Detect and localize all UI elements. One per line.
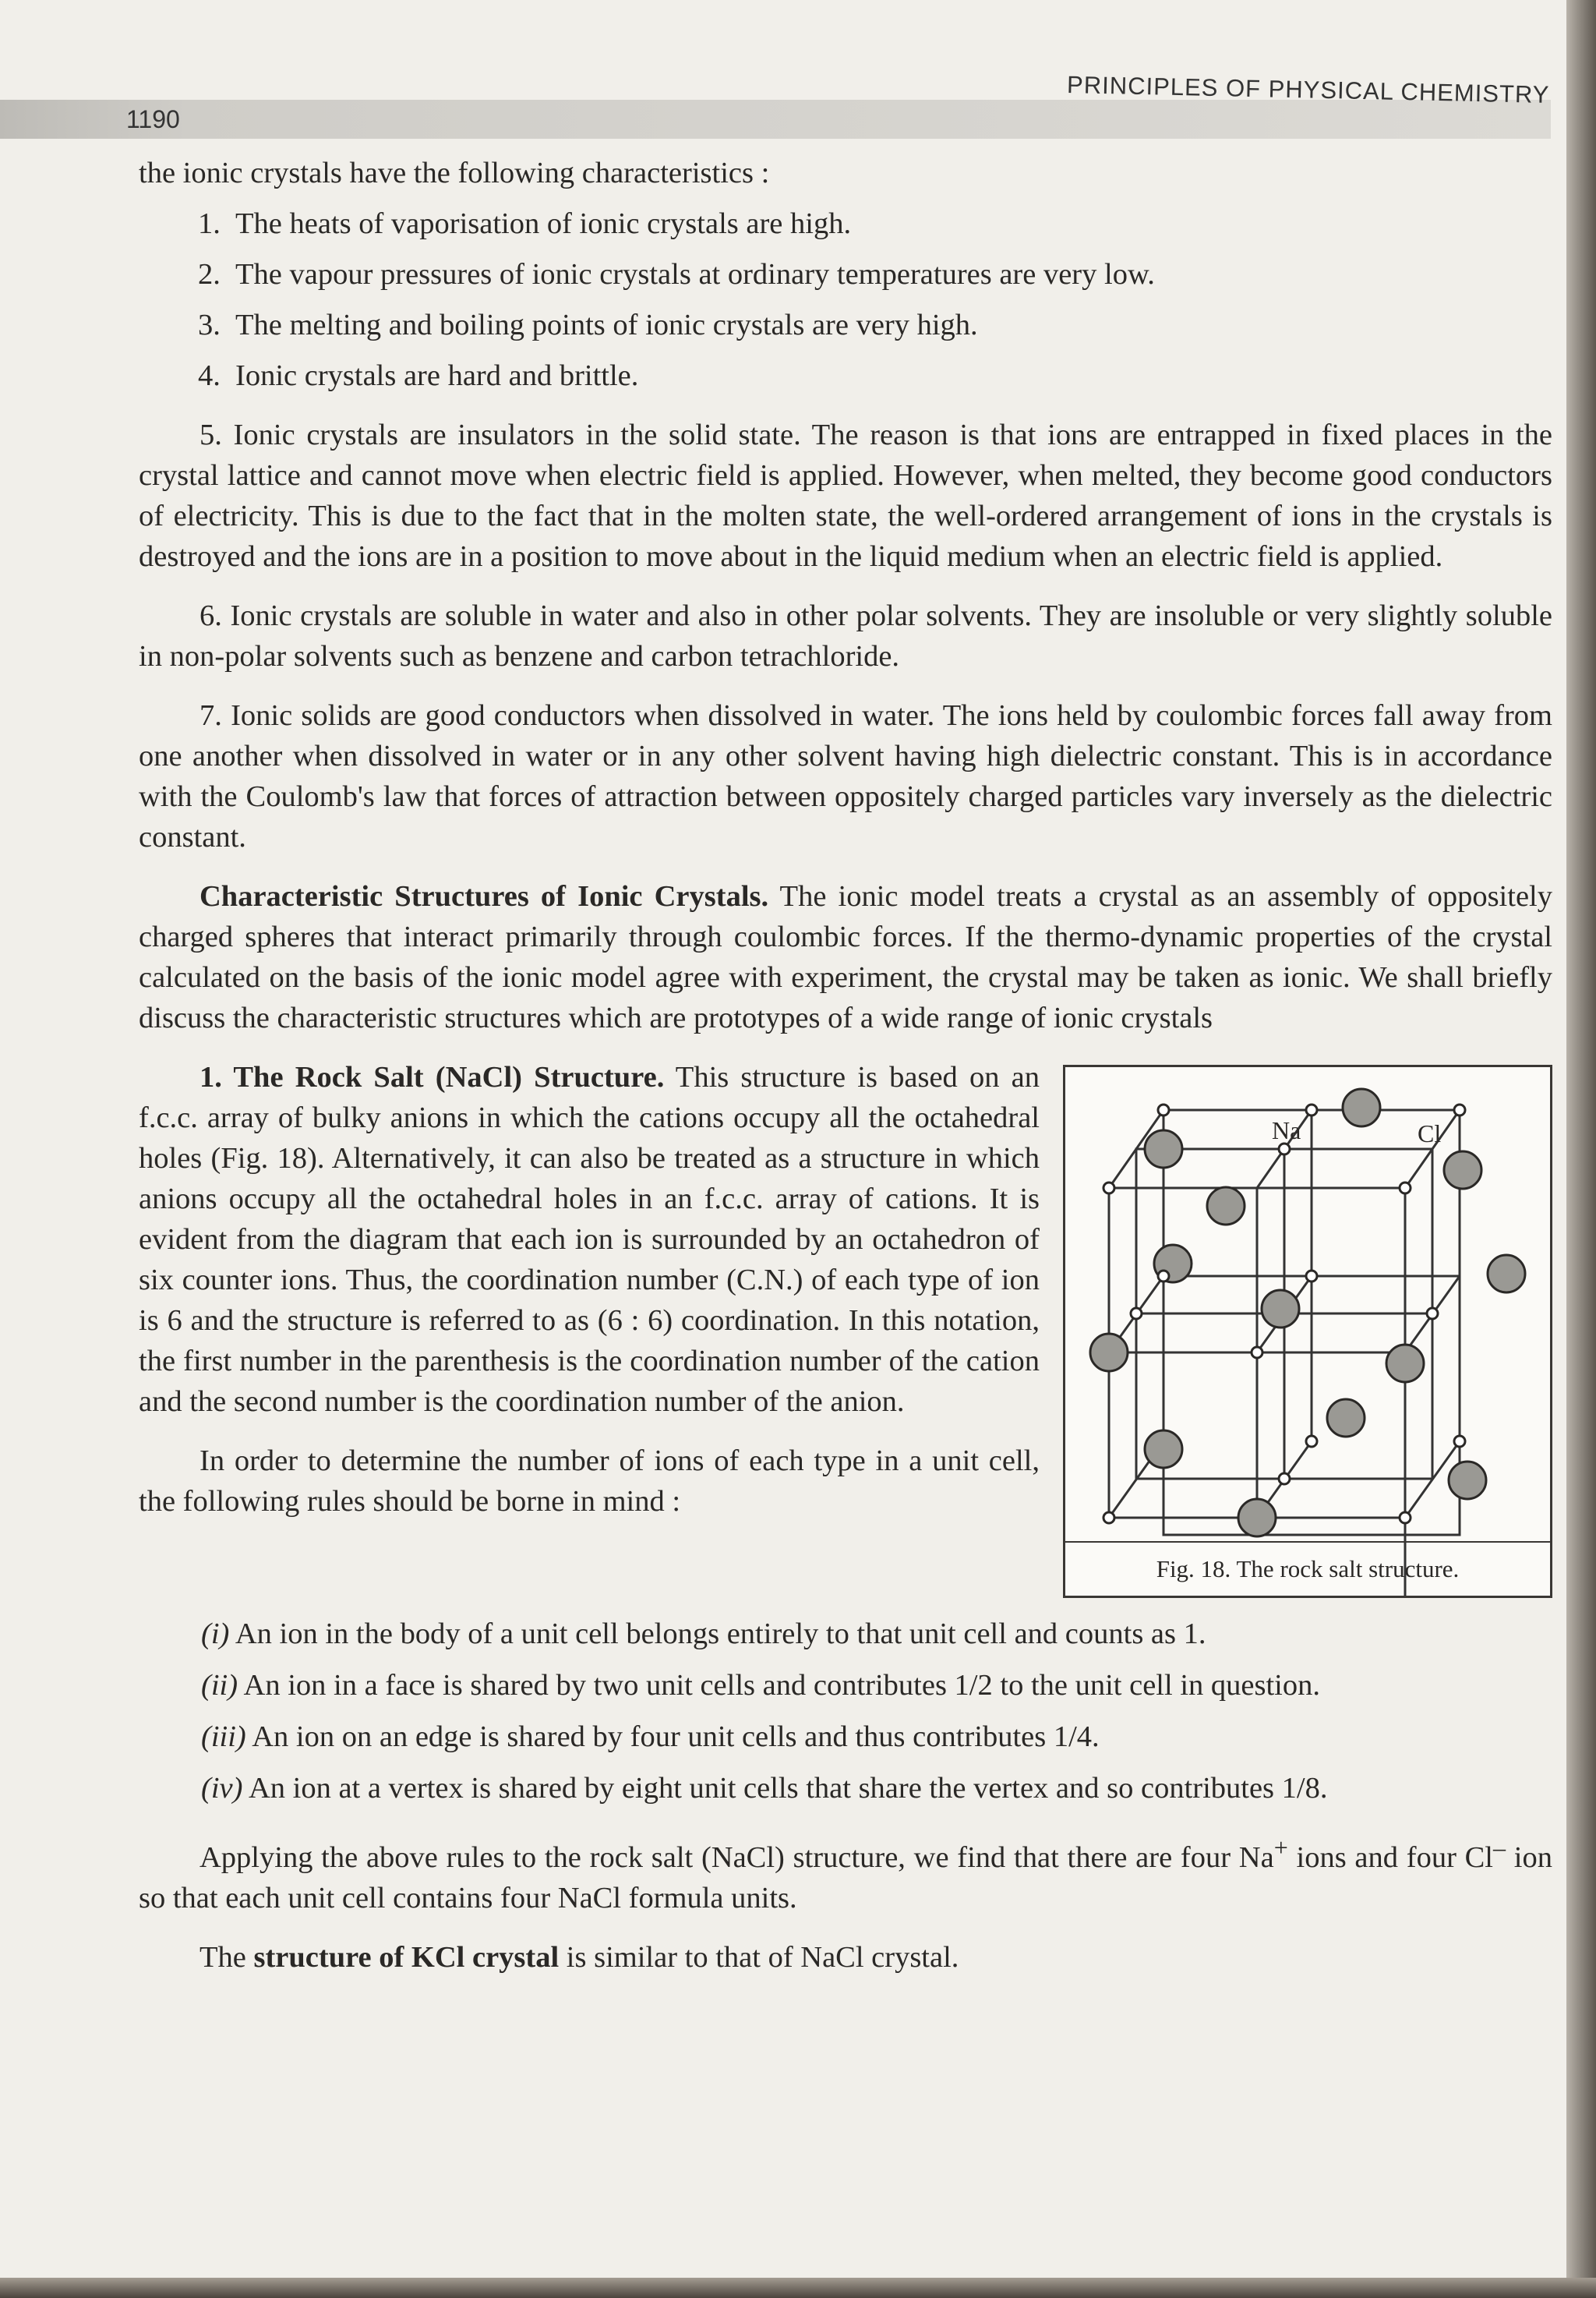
- structures-text: The ionic model treats a crystal as an assembly of oppositely charged spheres that interact primarily through coulombic forces. If the thermo-dynamic properties of the crystal calculated on the basis of the ionic model agree with experiment, the crystal may be taken as ionic. We shall briefly discuss the characteristic structures which are prototypes of a wide range of ionic crystals: [139, 880, 1552, 1034]
- applying-text-2: ions and four Cl: [1287, 1840, 1494, 1874]
- kcl-paragraph: [139, 1937, 1552, 1978]
- chloride-ion: [1444, 1151, 1481, 1189]
- chloride-ion: [1090, 1334, 1128, 1371]
- rock-salt-figure: [1063, 1065, 1552, 1598]
- label-cl: Cl: [1418, 1119, 1442, 1147]
- sodium-ion: [1103, 1183, 1114, 1193]
- item-number: 3.: [198, 309, 221, 341]
- item-number: 1.: [198, 207, 221, 240]
- rock-salt-section: [139, 1057, 1552, 1582]
- sodium-ion: [1279, 1473, 1290, 1484]
- kcl-text-1: The: [200, 1940, 254, 1974]
- superscript-minus: –: [1493, 1833, 1506, 1861]
- sodium-ion: [1131, 1308, 1142, 1319]
- rule-number: (i): [201, 1617, 230, 1650]
- list-item: [139, 305, 1552, 345]
- list-item: [139, 254, 1552, 295]
- applying-text-3: ion so that each unit cell contains four NaCl formula units.: [139, 1840, 1552, 1914]
- chloride-ion: [1449, 1462, 1486, 1499]
- rule-text: An ion at a vertex is shared by eight unit cells that share the vertex and so contributes 1/8.: [242, 1772, 1328, 1805]
- paragraph-5: 5. Ionic crystals are insulators in the solid state. The reason is that ions are entrapped in fixed places in the crystal lattice and cannot move when electric field is applied. However, when melted, they become good conductors of electricity. This is due to the fact that in the molten state, the well-ordered arrangement of ions in the crystals is destroyed and the ions are in a position to move about in the liquid medium when an electric field is applied.: [139, 419, 1552, 573]
- chloride-ion: [1145, 1130, 1182, 1168]
- label-na: Na: [1272, 1116, 1301, 1144]
- sodium-ion: [1454, 1436, 1465, 1447]
- item-text: The heats of vaporisation of ionic crystals are high.: [235, 207, 852, 240]
- counting-rules-list: [139, 1614, 1552, 1808]
- rule-item: [139, 1665, 1552, 1706]
- book-spine: [1566, 0, 1596, 2298]
- rock-salt-diagram: [1065, 1067, 1550, 1596]
- chloride-ion: [1488, 1255, 1525, 1292]
- sodium-ion: [1454, 1105, 1465, 1115]
- list-item: [139, 203, 1552, 244]
- sodium-ion: [1252, 1347, 1262, 1358]
- rule-number: (ii): [201, 1669, 238, 1702]
- rock-salt-text: This structure is based on an f.c.c. array of bulky anions in which the cations occupy all the octahedral holes (Fig. 18). Alternatively, it can also be treated as a structure in which anions occupy all the octahedral holes in an f.c.c. array of cations. It is evident from the diagram that each ion is surrounded by an octahedron of six counter ions. Thus, the coordination number (C.N.) of each type of ion is 6 and the structure is referred to as (6 : 6) coordination. In this notation, the first number in the parenthesis is the coordination number of the cation and the second number is the coordination number of the anion.: [139, 1061, 1040, 1418]
- paragraph-6: 6. Ionic crystals are soluble in water and also in other polar solvents. They are insoluble or very slightly soluble in non-polar solvents such as benzene and carbon tetrachloride.: [139, 599, 1552, 673]
- sodium-ion: [1306, 1271, 1317, 1282]
- item-text: The vapour pressures of ionic crystals at ordinary temperatures are very low.: [235, 258, 1155, 291]
- characteristics-list: [139, 203, 1552, 396]
- rule-text: An ion in the body of a unit cell belongs entirely to that unit cell and counts as 1.: [229, 1617, 1206, 1650]
- sodium-ion: [1306, 1436, 1317, 1447]
- rule-item: [139, 1768, 1552, 1808]
- rule-number: (iv): [201, 1772, 243, 1805]
- page-body: [139, 153, 1552, 1978]
- chloride-ion: [1386, 1345, 1424, 1382]
- sodium-ion: [1279, 1144, 1290, 1154]
- rule-item: [139, 1614, 1552, 1654]
- kcl-bold: structure of KCl crystal: [253, 1940, 560, 1974]
- order-paragraph: In order to determine the number of ions of each type in a unit cell, the following rules should be borne in mind :: [139, 1444, 1040, 1518]
- superscript-plus: +: [1273, 1833, 1288, 1861]
- running-head: PRINCIPLES OF PHYSICAL CHEMISTRY: [1066, 71, 1550, 108]
- rule-text: An ion on an edge is shared by four unit cells and thus contributes 1/4.: [245, 1720, 1100, 1753]
- list-item: [139, 355, 1552, 396]
- chloride-ion: [1343, 1089, 1380, 1126]
- structures-paragraph: [139, 876, 1552, 1038]
- applying-paragraph: [139, 1827, 1552, 1918]
- chloride-ion: [1327, 1399, 1365, 1437]
- rule-text: An ion in a face is shared by two unit cells and contributes 1/2 to the unit cell in question.: [238, 1669, 1320, 1702]
- rule-number: (iii): [201, 1720, 246, 1753]
- intro-line: the ionic crystals have the following characteristics :: [139, 157, 770, 189]
- chloride-ion: [1145, 1430, 1182, 1468]
- item-number: 4.: [198, 359, 221, 392]
- item-number: 2.: [198, 258, 221, 291]
- sodium-ion: [1158, 1271, 1169, 1282]
- chloride-ion: [1262, 1290, 1299, 1328]
- sodium-ion: [1306, 1105, 1317, 1115]
- chloride-ion: [1207, 1187, 1245, 1225]
- sodium-ion: [1400, 1512, 1411, 1523]
- sodium-ion: [1427, 1308, 1438, 1319]
- structures-heading: Characteristic Structures of Ionic Crystals.: [200, 880, 769, 913]
- sodium-ion: [1400, 1183, 1411, 1193]
- item-text: Ionic crystals are hard and brittle.: [235, 359, 639, 392]
- chloride-ion: [1238, 1499, 1276, 1536]
- paragraph-7: 7. Ionic solids are good conductors when dissolved in water. The ions held by coulombic forces fall away from one another when dissolved in water or in any other solvent having high dielectric constant. This is in accordance with the Coulomb's law that forces of attraction between oppositely charged particles vary inversely as the dielectric constant.: [139, 699, 1552, 854]
- header-bar: [0, 100, 1551, 139]
- applying-text-1: Applying the above rules to the rock salt (NaCl) structure, we find that there are four Na: [200, 1840, 1274, 1874]
- kcl-text-2: is similar to that of NaCl crystal.: [559, 1940, 959, 1974]
- page-number: 1190: [126, 105, 180, 133]
- figure-caption: Fig. 18. The rock salt structure.: [1065, 1541, 1550, 1589]
- sodium-ion: [1103, 1512, 1114, 1523]
- page-bottom-edge: [0, 2278, 1596, 2298]
- sodium-ion: [1158, 1105, 1169, 1115]
- rock-salt-heading: 1. The Rock Salt (NaCl) Structure.: [200, 1061, 665, 1094]
- item-text: The melting and boiling points of ionic crystals are very high.: [235, 309, 978, 341]
- rule-item: [139, 1716, 1552, 1757]
